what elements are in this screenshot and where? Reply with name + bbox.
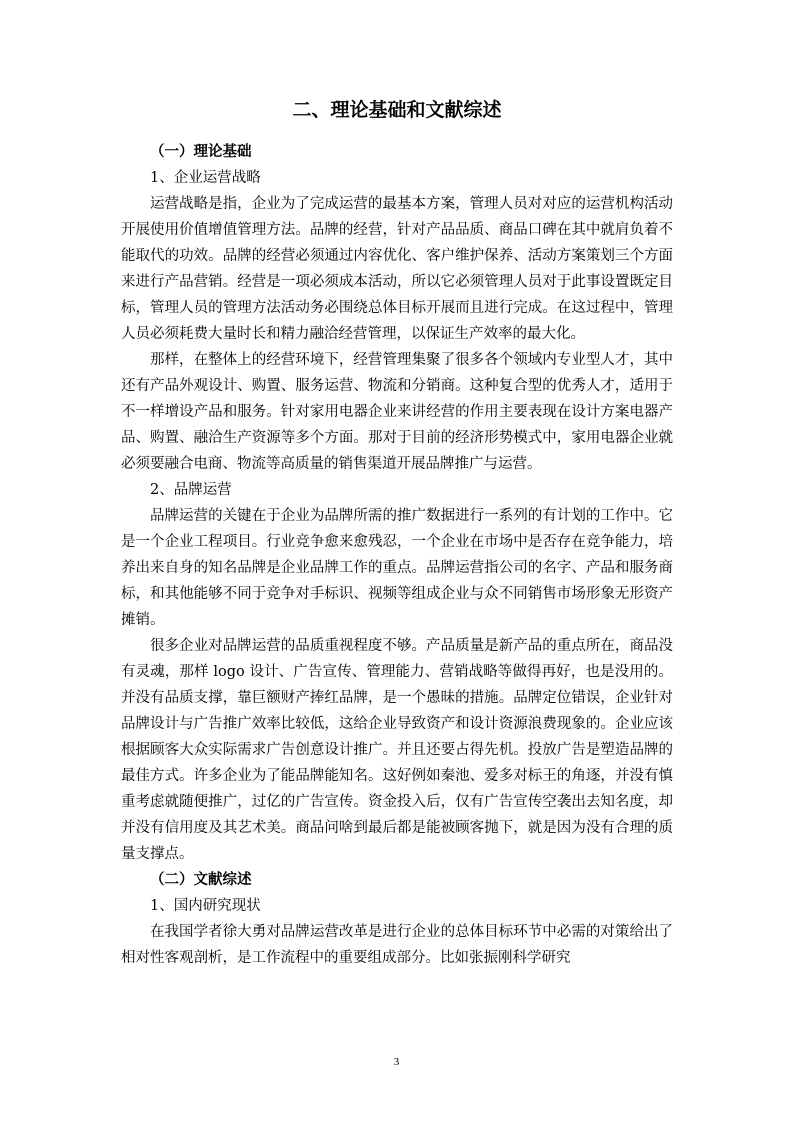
paragraph: 那样，在整体上的经营环境下，经营管理集聚了很多各个领域内专业型人才，其中还有产品外观设计、购置、服务运营、物流和分销商。这种复合型的优秀人才，适用于不一样增设产品和服务。针对家用电器企业来讲经营的作用主要表现在设计方案电器产品、购置、融洽生产资源等多个方面。那对于目前的经济形势模式中，家用电器企业就必须要融合电商、物流等高质量的销售渠道开展品牌推广与运营。 — [121, 352, 673, 472]
paragraph: 在我国学者徐大勇对品牌运营改革是进行企业的总体目标环节中必需的对策给出了相对性客观剖析，是工作流程中的重要组成部分。比如张振刚科学研究 — [121, 924, 673, 966]
chapter-title: 二、理论基础和文献综述 — [292, 99, 502, 121]
paragraph: 很多企业对品牌运营的品质重视程度不够。产品质量是新产品的重点所在，商品没有灵魂，那样 logo 设计、广告宣传、管理能力、营销战略等做得再好，也是没用的。并没有品质支撑，靠巨额财产捧红品牌，是一个愚昧的措施。品牌定位错误，企业针对品牌设计与广告推广效率比较低，这给企业导致资产和设计资源浪费现象的。企业应该根据顾客大众实际需求广告创意设计推广。并且还要占得先机。投放广告是塑造品牌的最佳方式。许多企业为了能品牌能知名。这好例如秦池、爱多对标王的角逐，并没有慎重考虑就随便推广，过亿的广告宣传。资金投入后，仅有广告宣传空袭出去知名度，却并没有信用度及其艺术美。商品问啥到最后都是能被顾客抛下，就是因为没有合理的质量支撑点。 — [121, 638, 673, 862]
subsection-heading-domestic-research: 1、国内研究现状 — [150, 898, 261, 914]
section-heading-literature-review: （二）文献综述 — [150, 872, 252, 888]
subsection-heading-operation-strategy: 1、企业运营战略 — [150, 170, 261, 186]
page-number: 3 — [393, 1056, 400, 1068]
paragraph: 运营战略是指，企业为了完成运营的最基本方案，管理人员对对应的运营机构活动开展使用价值增值管理方法。品牌的经营，针对产品品质、商品口碑在其中就肩负着不能取代的功效。品牌的经营必须通过内容优化、客户维护保养、活动方案策划三个方面来进行产品营销。经营是一项必须成本活动，所以它必须管理人员对于此事设置既定目标，管理人员的管理方法活动务必围绕总体目标开展而且进行完成。在这过程中，管理人员必须耗费大量时长和精力融洽经营管理，以保证生产效率的最大化。 — [121, 196, 673, 342]
subsection-heading-brand-operation: 2、品牌运营 — [150, 482, 232, 498]
section-heading-theory: （一）理论基础 — [150, 144, 252, 160]
page-content — [121, 90, 673, 971]
paragraph: 品牌运营的关键在于企业为品牌所需的推广数据进行一系列的有计划的工作中。它是一个企业工程项目。行业竞争愈来愈残忍，一个企业在市场中是否存在竞争能力，培养出来自身的知名品牌是企业品牌工作的重点。品牌运营指公司的名字、产品和服务商标，和其他能够不同于竞争对手标识、视频等组成企业与众不同销售市场形象无形资产摊销。 — [121, 508, 673, 628]
